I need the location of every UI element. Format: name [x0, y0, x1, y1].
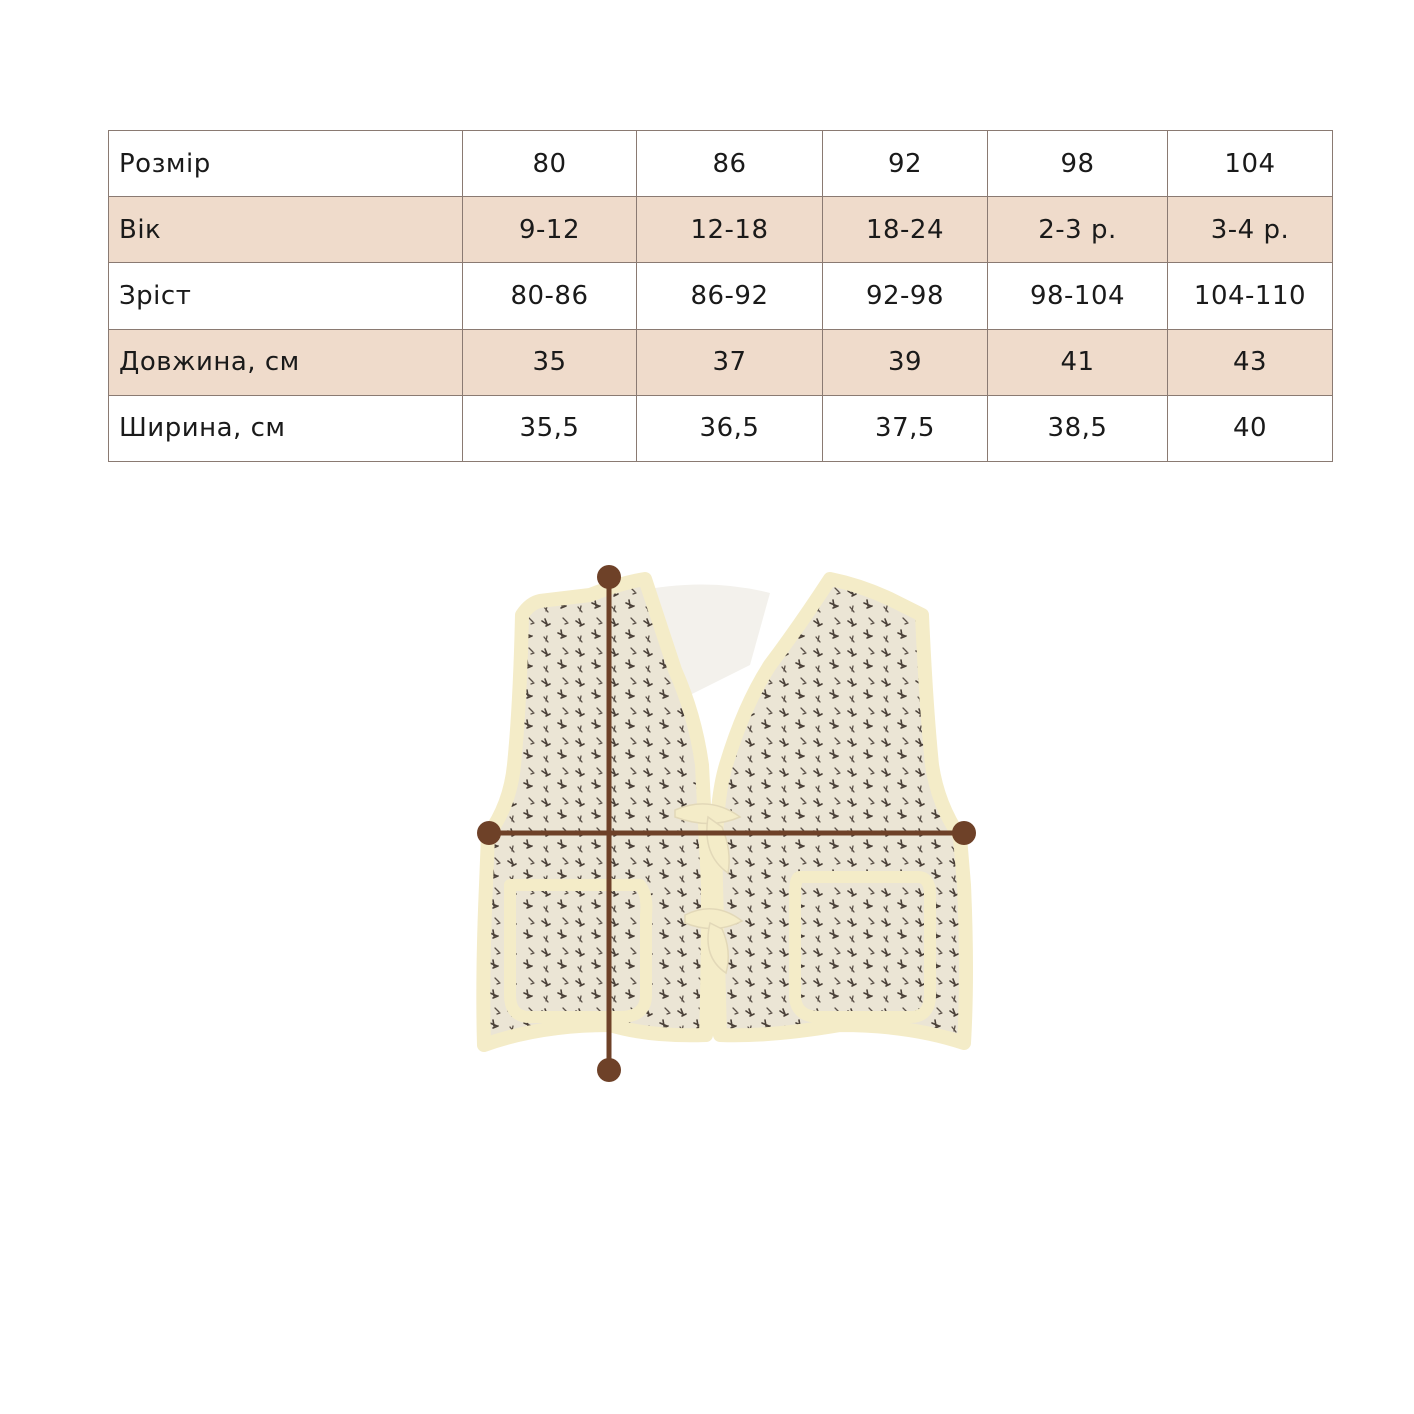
- vest-measurement-figure: [470, 555, 980, 1085]
- vest-illustration: [470, 555, 980, 1085]
- table-cell: 36,5: [637, 395, 823, 461]
- table-cell: 86-92: [637, 263, 823, 329]
- table-cell: 104: [1168, 131, 1333, 197]
- table-cell: 37: [637, 329, 823, 395]
- table-cell: 37,5: [823, 395, 988, 461]
- table-cell: 80-86: [463, 263, 637, 329]
- row-height: [109, 263, 1333, 329]
- vest-left-pocket: [510, 885, 646, 1017]
- table-cell: 9-12: [463, 197, 637, 263]
- table-cell: 43: [1168, 329, 1333, 395]
- table-cell: 86: [637, 131, 823, 197]
- table-cell: 98: [988, 131, 1168, 197]
- row-label: Розмір: [109, 131, 463, 197]
- row-size: [109, 131, 1333, 197]
- table-cell: 39: [823, 329, 988, 395]
- table-cell: 104-110: [1168, 263, 1333, 329]
- table-cell: 18-24: [823, 197, 988, 263]
- table-cell: 35: [463, 329, 637, 395]
- size-chart-table: [108, 130, 1333, 462]
- table-cell: 41: [988, 329, 1168, 395]
- table-cell: 12-18: [637, 197, 823, 263]
- row-label: Ширина, см: [109, 395, 463, 461]
- table-cell: 3-4 р.: [1168, 197, 1333, 263]
- row-age: [109, 197, 1333, 263]
- table-cell: 2-3 р.: [988, 197, 1168, 263]
- table-cell: 80: [463, 131, 637, 197]
- row-label: Вік: [109, 197, 463, 263]
- table-cell: 35,5: [463, 395, 637, 461]
- row-width: [109, 395, 1333, 461]
- table-cell: 92-98: [823, 263, 988, 329]
- table-cell: 92: [823, 131, 988, 197]
- row-label: Зріст: [109, 263, 463, 329]
- row-label: Довжина, см: [109, 329, 463, 395]
- table-cell: 40: [1168, 395, 1333, 461]
- table-cell: 98-104: [988, 263, 1168, 329]
- table-cell: 38,5: [988, 395, 1168, 461]
- row-length: [109, 329, 1333, 395]
- vest-right-pocket: [795, 877, 930, 1017]
